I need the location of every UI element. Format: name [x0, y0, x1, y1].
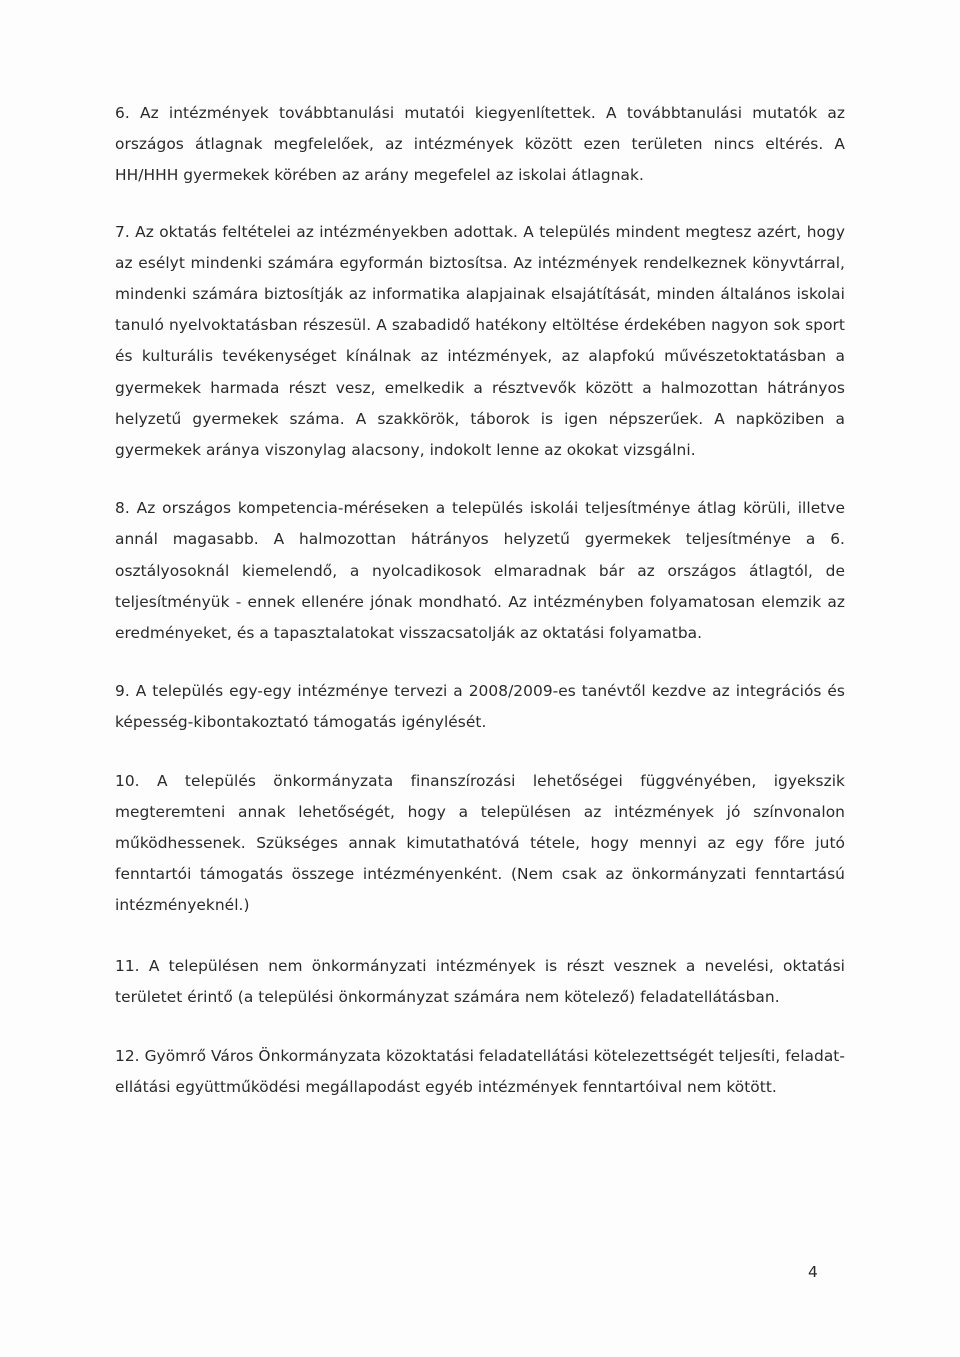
paragraph-9: 9. A település egy-egy intézménye tervezi a 2008/2009-es tanévtől kezdve az integrációs és képesség-kibontakoztató támogatás igénylését.: [115, 682, 845, 732]
paragraph-12: 12. Gyömrő Város Önkormányzata közoktatási feladatellátási kötelezettségét teljesíti, feladat-ellátási együttműködési megállapodást egyéb intézmények fenntartóival nem kötött.: [115, 1047, 845, 1097]
page-number: 4: [808, 1263, 818, 1281]
document-body: [115, 98, 845, 1103]
paragraph-10: 10. A település önkormányzata finanszírozási lehetőségei függvényében, igyekszik megteremteni annak lehetőségét, hogy a településen az intézmények jó színvonalon működhessenek. Szükséges annak kimutathatóvá tétele, hogy mennyi az egy főre jutó fenntartói támogatás összege intézményenként. (Nem csak az önkormányzati fenntartású intézményeknél.): [115, 771, 845, 915]
paragraph-7: 7. Az oktatás feltételei az intézményekben adottak. A település mindent megtesz azért, hogy az esélyt mindenki számára egyformán biztosítsa. Az intézmények rendelkeznek könyvtárral, mindenki számára biztosítják az informatika alapjainak elsajátítását, minden általános iskolai tanuló nyelvoktatásban részesül. A szabadidő hatékony eltöltése érdekében nagyon sok sport és kulturális tevékenységet kínálnak az intézmények, az alapfokú művészetoktatásban a gyermekek harmada részt vesz, emelkedik a résztvevők között a halmozottan hátrányos helyzetű gyermekek száma. A szakkörök, táborok is igen népszerűek. A napköziben a gyermekek aránya viszonylag alacsony, indokolt lenne az okokat vizsgálni.: [115, 222, 845, 460]
paragraph-8: 8. Az országos kompetencia-méréseken a település iskolái teljesítménye átlag körüli, illetve annál magasabb. A halmozottan hátrányos helyzetű gyermekek teljesítménye a 6. osztályosoknál kiemelendő, a nyolcadikosok elmaradnak bár az országos átlagtól, de teljesítményük - ennek ellenére jónak mondható. Az intézményben folyamatosan elemzik az eredményeket, és a tapasztalatokat visszacsatolják az oktatási folyamatba.: [115, 499, 845, 643]
paragraph-6: 6. Az intézmények továbbtanulási mutatói kiegyenlítettek. A továbbtanulási mutatók az országos átlagnak megfelelőek, az intézmények között ezen területen nincs eltérés. A HH/HHH gyermekek körében az arány megefelel az iskolai átlagnak.: [115, 104, 845, 185]
paragraph-11: 11. A településen nem önkormányzati intézmények is részt vesznek a nevelési, oktatási területet érintő (a települési önkormányzat számára nem kötelező) feladatellátásban.: [115, 956, 845, 1006]
